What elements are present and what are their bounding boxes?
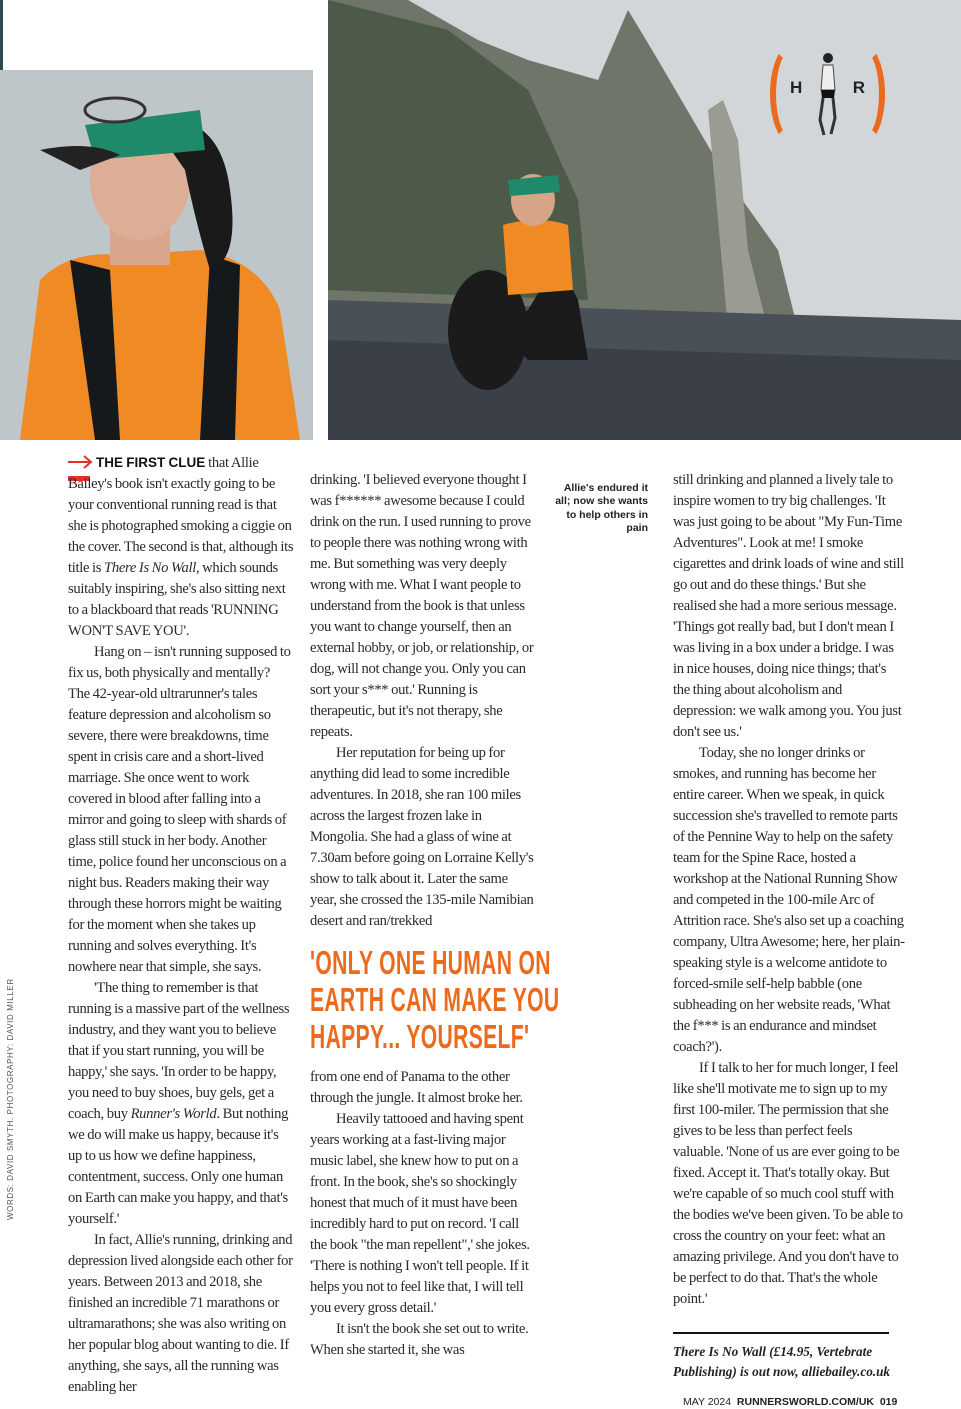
page-footer <box>673 1382 905 1409</box>
paragraph: drinking. 'I believed everyone thought I was f****** awesome because I could drink on the run. I used running to prove to people there was nothing wrong with me. But something was very deeply wrong with me. What I want people to understand from the book is that unless you want to change yourself, then an external hobby, or job, or relationship, or dog, will not change you. Only you can sort your s*** out.' Running is therapeutic, but it's not therapy, she repeats. <box>310 472 534 740</box>
edge-strip <box>0 0 3 70</box>
arrow-right-icon <box>68 455 94 469</box>
paragraph: still drinking and planned a lively tale to inspire women to try big challenges. 'It was just going to be about "My Fun-Time Adventures". Look at me! I smoke cigarettes and drink loads of wine and still go out and do these things.' But she realised she had a more serious message. 'Things got really bad, but I don't mean I was living in a box under a bridge. I was in nice houses, doing nice things; that's the thing about alcoholism and depression: we walk among you. You just don't see us.' <box>673 472 904 740</box>
hr-logo <box>770 45 885 140</box>
paragraph: If I talk to her for much longer, I feel like she'll motivate me to sign up to my first 100-miler. The permission that she gives to be less than perfect feels valuable. 'None of us are ever going to be fixed. Accept it. That's totally okay. But we're capable of so much cool stuff with the bodies we've been given. To be able to cross the country on your feet: what an amazing privilege. And you don't have to be perfect to do that. That's the whole point.' <box>673 1060 903 1307</box>
runner-icon <box>814 50 842 138</box>
article-column-2 <box>310 470 560 1361</box>
portrait-illustration <box>0 70 313 440</box>
paragraph: Hang on – isn't running supposed to fix us, both physically and mentally? The 42-year-old ultrarunner's tales feature depression and alcoholism so severe, there were breakdowns, time spent in crisis care and a short-lived marriage. She once went to work covered in blood after falling into a mirror and going to sleep with shards of glass still stuck in her body. Another time, police found her unconscious on a night bus. Readers making their way through these horrors might be waiting for the moment when she takes up running and solves everything. It's nowhere near that simple, she says. <box>68 644 291 975</box>
pull-quote-line: HAPPY... YOURSELF' <box>310 1018 530 1055</box>
paragraph: In fact, Allie's running, drinking and depression lived alongside each other for years. Between 2013 and 2018, she finished an incredible 71 marathons or ultramarathons; she was also writing on her popular blog about wanting to die. If anything, she says, all the running was enabling her <box>68 1232 293 1395</box>
pull-quote-line: EARTH CAN MAKE YOU <box>310 981 560 1018</box>
issue-date: MAY 2024 <box>683 1396 732 1408</box>
pull-quote <box>310 944 560 1055</box>
magazine-title: Runner's World <box>130 1106 217 1122</box>
pull-quote-line: 'ONLY ONE HUMAN ON <box>310 944 551 981</box>
article-column-1 <box>68 452 294 1398</box>
paragraph: from one end of Panama to the other through the jungle. It almost broke her. <box>310 1069 523 1106</box>
portrait-photo <box>0 70 313 440</box>
logo-letter-h: H <box>790 78 803 97</box>
paragraph: Her reputation for being up for anything did lead to some incredible adventures. In 2018, she ran 100 miles across the largest frozen lake in Mongolia. She had a glass of wine at 7.30am before going on Lorraine Kelly's show to talk about it. Later the same year, she crossed the 135-mile Namibian desert and ran/trekked <box>310 745 534 929</box>
paragraph: 'The thing to remember is that running is a massive part of the wellness industry, and they want you to believe that if you start running, you will be happy,' she says. 'In order to be happy, you need to buy shoes, buy gels, get a coach, buy Runner's World. But nothing we do will make us happy, because it's up to us how we define happiness, contentment, success. Only one human on Earth can make you happy, and that's yourself.' <box>68 980 290 1227</box>
article-column-3 <box>673 470 905 1409</box>
logo-letter-r: R <box>852 78 865 97</box>
photo-caption: Allie's endured it all; now she wants to help others in pain <box>555 482 648 534</box>
paragraph: Heavily tattooed and having spent years working at a fast-living major music label, she knew how to put on a front. In the book, she's so shockingly honest that much of it must have been incredibly hard to put on record. 'I call the book "the man repellent",' she jokes. 'There is nothing I won't tell people. If it helps you not to feel like that, I will tell you every gross detail.' <box>310 1111 530 1316</box>
photo-credits: WORDS: DAVID SMYTH. PHOTOGRAPHY: DAVID MILLER <box>6 978 15 1220</box>
paragraph: THE FIRST CLUE that Allie Bailey's book isn't exactly going to be your conventional running read is that she is photographed smoking a ciggie on the cover. The second is that, although its title is There Is No Wall, which sounds suitably inspiring, she's also sitting next to a blackboard that reads 'RUNNING WON'T SAVE YOU'. <box>68 455 294 639</box>
divider <box>673 1332 889 1334</box>
paragraph: It isn't the book she set out to write. When she started it, she was <box>310 1321 529 1358</box>
lead-in: THE FIRST CLUE <box>96 455 206 470</box>
page-number: 019 <box>879 1396 898 1408</box>
book-credit: There Is No Wall (£14.95, Vertebrate Publishing) is out now, alliebailey.co.uk <box>673 1344 891 1379</box>
book-title: There Is No Wall <box>104 560 196 576</box>
paragraph: Today, she no longer drinks or smokes, and running has become her entire career. When we speak, in quick succession she's travelled to remote parts of the Pennine Way to help on the safety team for the Spine Race, hosted a workshop at the National Running Show and competed in the 100-mile Arc of Attrition race. She's also set up a coaching company, Ultra Awesome; here, her plain-speaking style is a welcome antidote to forced-smile self-help babble (one subheading on her website reads, 'What the f*** is an endurance and mindset coach?'). <box>673 745 905 1055</box>
website: RUNNERSWORLD.COM/UK <box>736 1396 874 1408</box>
